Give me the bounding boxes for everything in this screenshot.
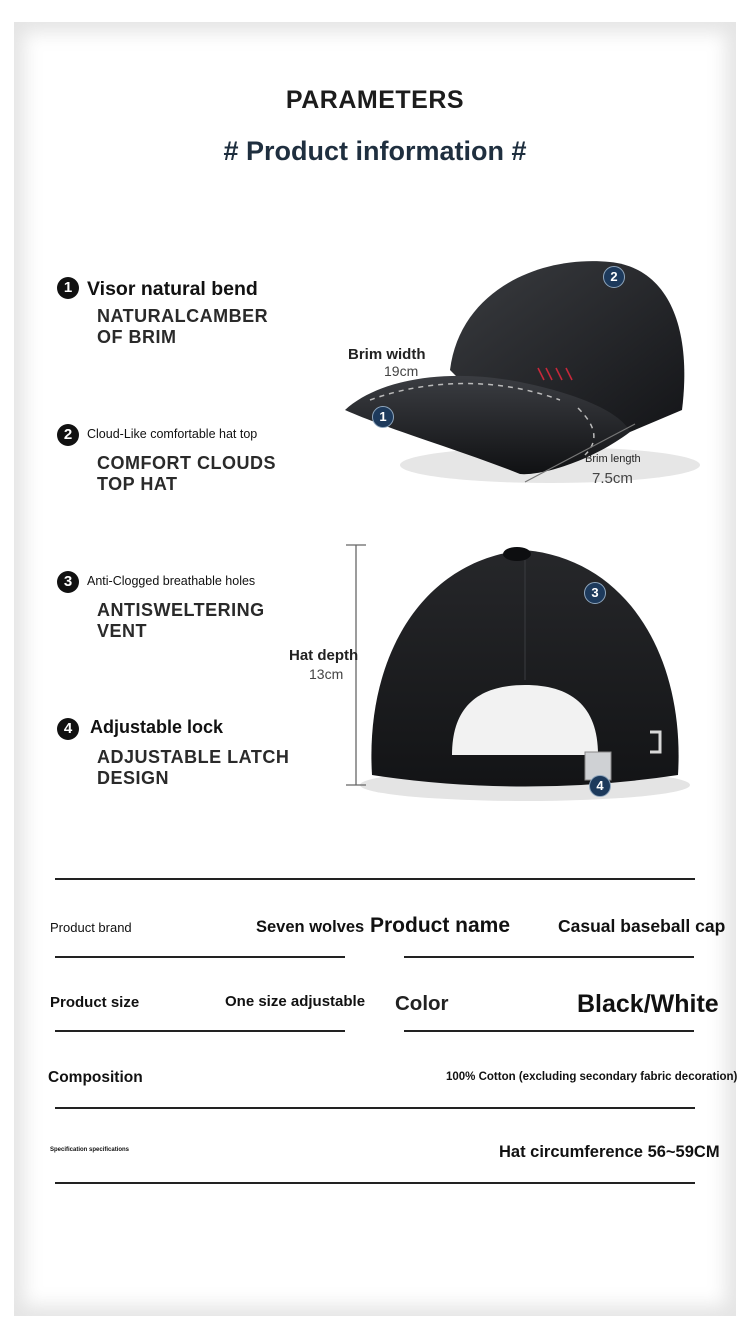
callout-badge: 1 <box>372 406 394 428</box>
section-title: PARAMETERS <box>285 86 465 114</box>
brim-length-label: Brim length <box>585 453 641 465</box>
callout-badge: 3 <box>584 582 606 604</box>
brim-length-value: 7.5cm <box>592 470 633 487</box>
feature-number-badge: 3 <box>57 571 79 593</box>
brim-width-label: Brim width <box>348 346 426 363</box>
size-label: Product size <box>50 994 140 1011</box>
callout-badge: 4 <box>589 775 611 797</box>
cap-rear-view-image <box>360 540 700 810</box>
feature-title: Anti-Clogged breathable holes <box>87 574 256 588</box>
specification-value: Hat circumference 56~59CM <box>499 1143 720 1161</box>
feature-title: Visor natural bend <box>87 278 258 300</box>
feature-number-badge: 4 <box>57 718 79 740</box>
feature-subtitle: ADJUSTABLE LATCH DESIGN <box>97 747 290 788</box>
hat-depth-indicator <box>340 540 380 790</box>
table-rule <box>404 1030 694 1032</box>
callout-badge: 2 <box>603 266 625 288</box>
feature-number-badge: 2 <box>57 424 79 446</box>
brand-value: Seven wolves <box>256 918 365 936</box>
product-name-label: Product name <box>370 914 511 937</box>
composition-label: Composition <box>48 1069 143 1086</box>
brand-label: Product brand <box>50 920 132 935</box>
color-value: Black/White <box>577 990 719 1018</box>
hat-depth-value: 13cm <box>309 666 344 682</box>
hat-depth-label: Hat depth <box>289 647 359 664</box>
color-label: Color <box>395 992 449 1015</box>
feature-title: Cloud-Like comfortable hat top <box>87 427 258 441</box>
feature-subtitle: NATURALCAMBER OF BRIM <box>97 306 269 347</box>
product-name-value: Casual baseball cap <box>558 916 726 936</box>
table-rule <box>55 1107 695 1109</box>
table-rule <box>55 1030 345 1032</box>
composition-value: 100% Cotton (excluding secondary fabric decoration) <box>446 1071 738 1083</box>
brim-width-value: 19cm <box>384 363 419 379</box>
feature-subtitle: COMFORT CLOUDS TOP HAT <box>97 453 276 494</box>
feature-title: Adjustable lock <box>90 717 224 737</box>
table-rule <box>55 956 345 958</box>
table-rule <box>55 878 695 880</box>
feature-subtitle: ANTISWELTERING VENT <box>97 600 265 641</box>
size-value: One size adjustable <box>225 993 366 1010</box>
specification-label: Specification specifications <box>50 1147 130 1153</box>
table-rule <box>404 956 694 958</box>
section-subtitle: # Product information # <box>223 136 527 166</box>
table-rule <box>55 1182 695 1184</box>
feature-number-badge: 1 <box>57 277 79 299</box>
